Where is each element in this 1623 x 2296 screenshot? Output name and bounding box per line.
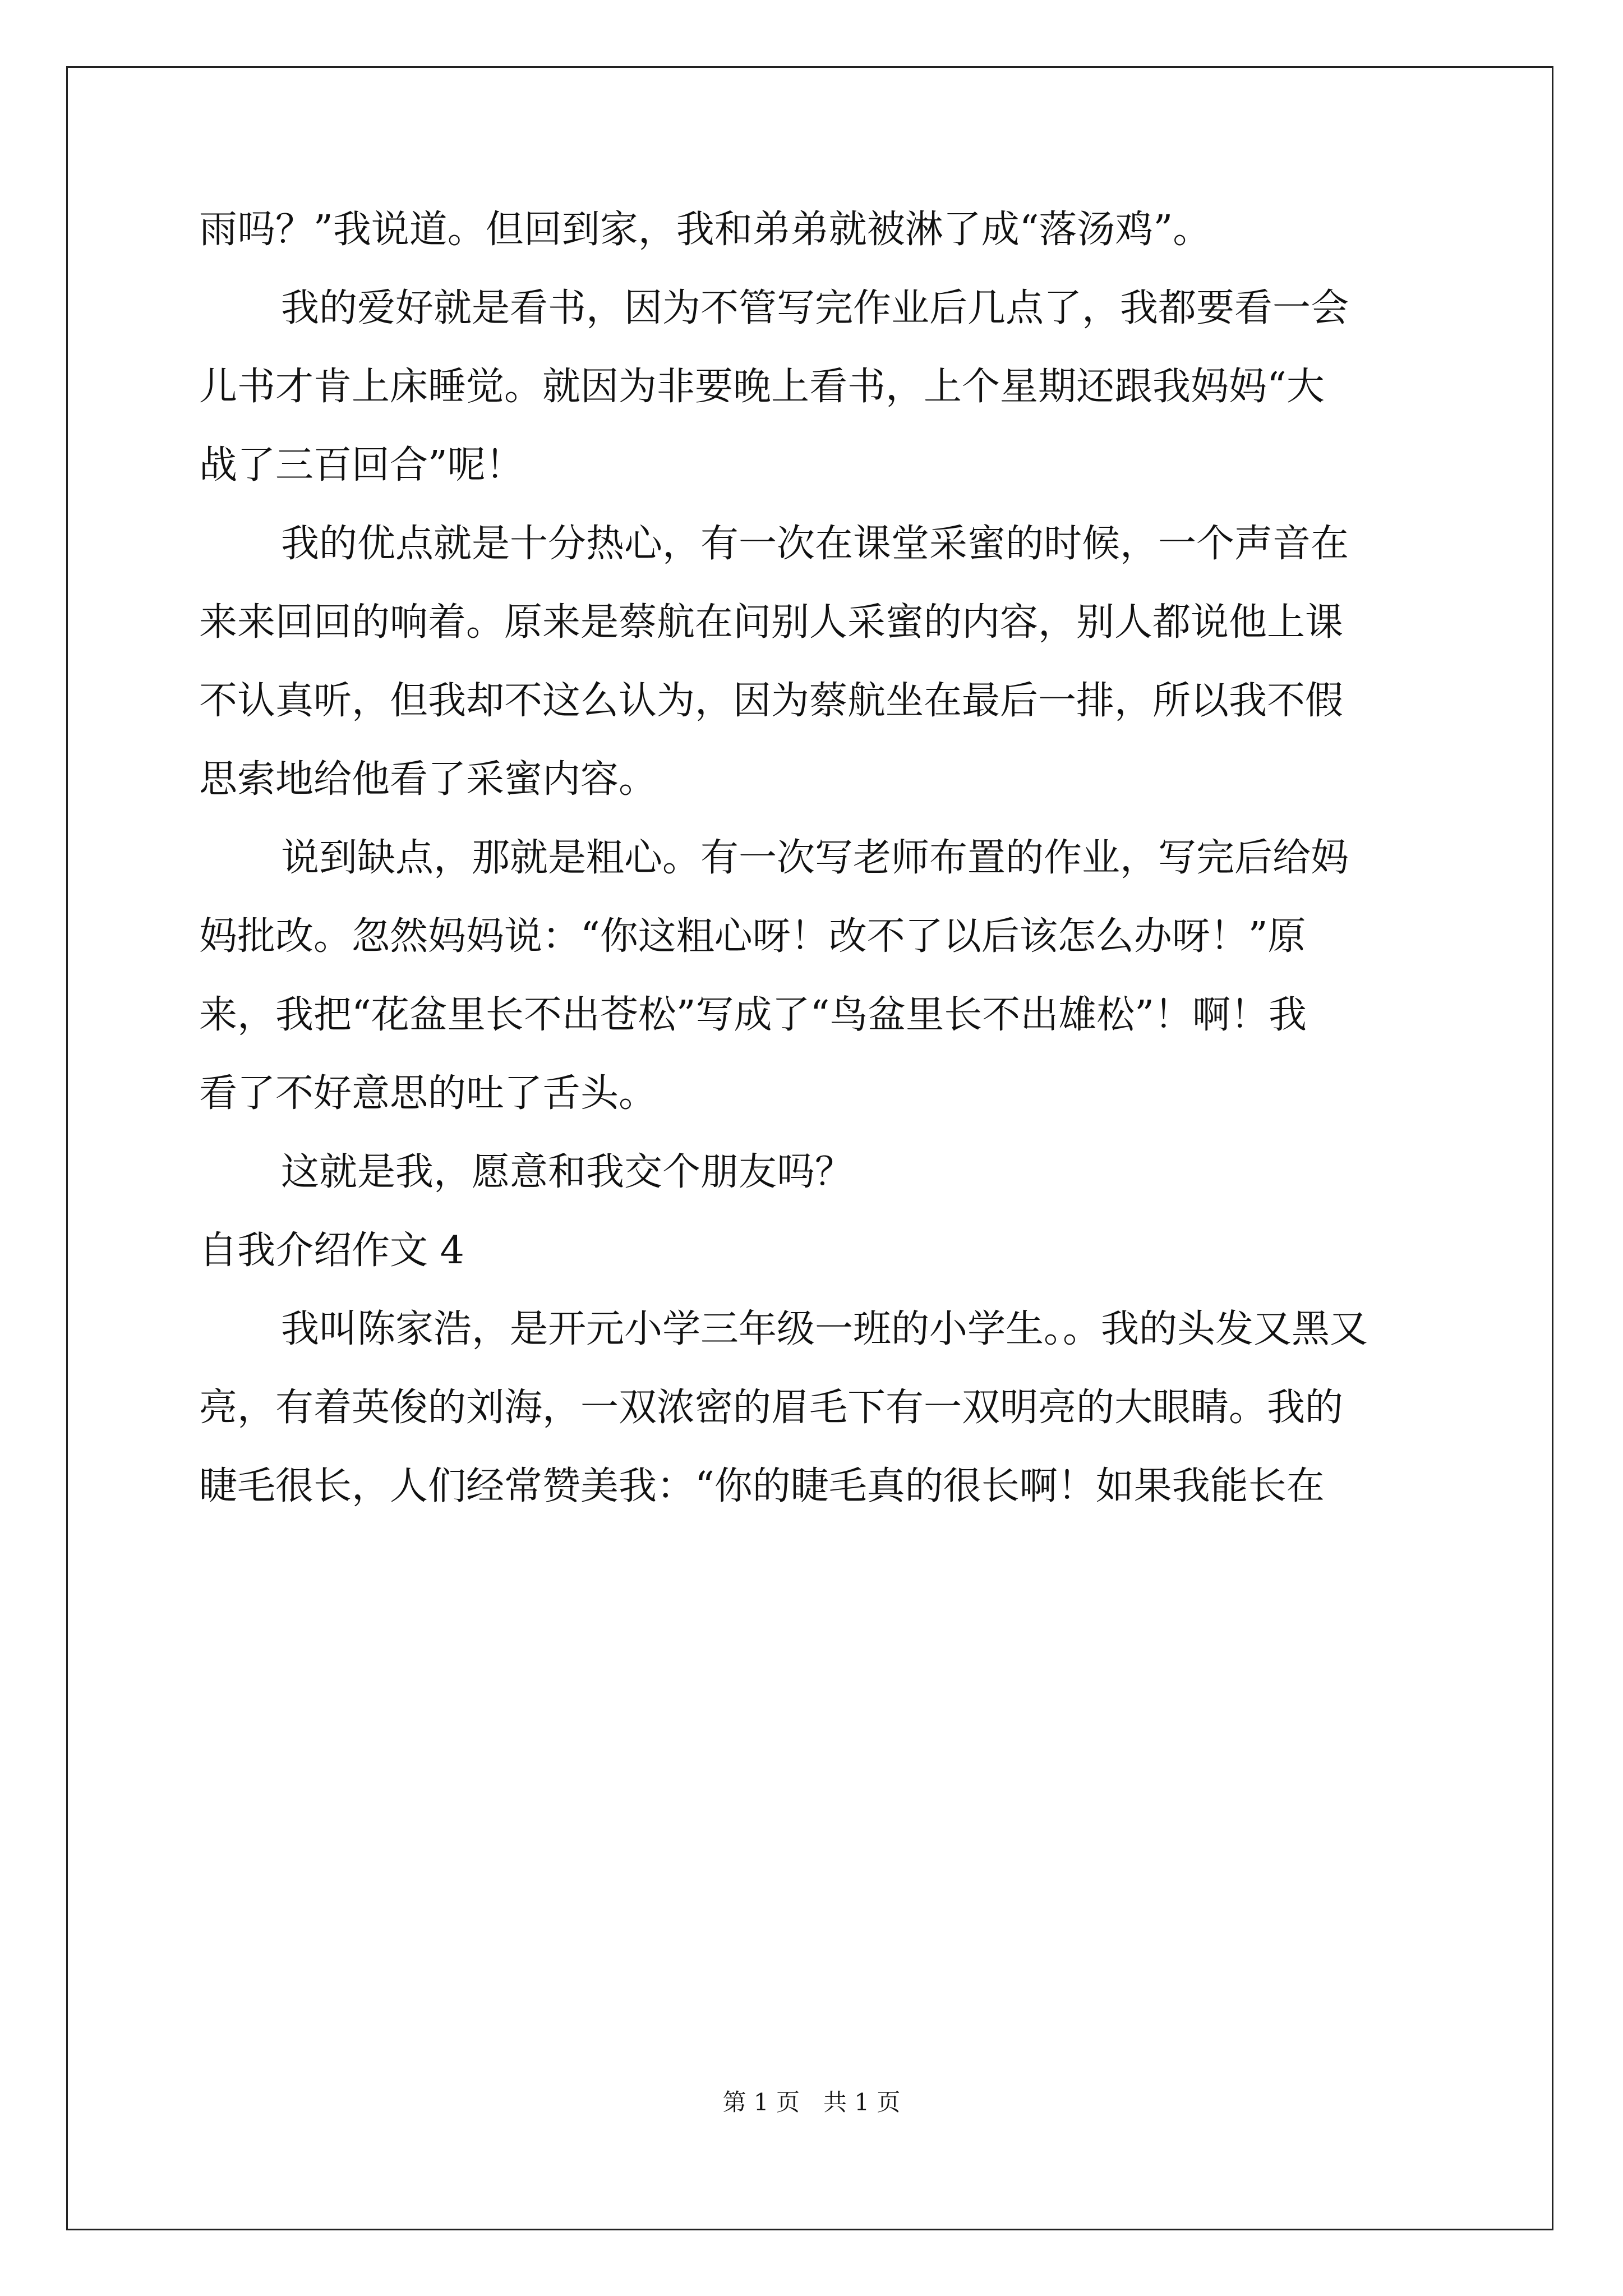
text-line-17: 睫毛很长，人们经常赞美我：“你的睫毛真的很长啊！如果我能长在 <box>199 1464 1325 1508</box>
text-line-7: 不认真听，但我却不这么认为，因为蔡航坐在最后一排，所以我不假 <box>199 679 1344 723</box>
text-line-10: 妈批改。忽然妈妈说：“你这粗心呀！改不了以后该怎么办呀！”原 <box>199 914 1306 959</box>
text-line-3: 儿书才肯上床睡觉。就因为非要晚上看书，上个星期还跟我妈妈“大 <box>199 365 1325 409</box>
text-line-5: 我的优点就是十分热心，有一次在课堂采蜜的时候，一个声音在 <box>281 522 1349 566</box>
text-line-15: 我叫陈家浩，是开元小学三年级一班的小学生。。我的头发又黑又 <box>281 1307 1368 1351</box>
text-line-12: 看了不好意思的吐了舌头。 <box>199 1071 657 1116</box>
text-line-16: 亮，有着英俊的刘海，一双浓密的眉毛下有一双明亮的大眼睛。我的 <box>199 1386 1344 1430</box>
document-body <box>199 191 1427 1526</box>
text-line-8: 思索地给他看了采蜜内容。 <box>199 757 657 802</box>
page-number-footer: 第 1 页 共 1 页 <box>722 2088 901 2116</box>
text-line-6: 来来回回的响着。原来是蔡航在问别人采蜜的内容，别人都说他上课 <box>199 600 1344 645</box>
text-line-13: 这就是我，愿意和我交个朋友吗？ <box>281 1150 854 1194</box>
text-line-11: 来，我把“花盆里长不出苍松”写成了“鸟盆里长不出雄松”！啊！我 <box>199 993 1307 1037</box>
text-line-4: 战了三百回合”呢！ <box>199 443 524 487</box>
text-line-9: 说到缺点，那就是粗心。有一次写老师布置的作业，写完后给妈 <box>281 836 1349 880</box>
section-heading: 自我介绍作文 4 <box>199 1228 464 1273</box>
text-line-2: 我的爱好就是看书，因为不管写完作业后几点了，我都要看一会 <box>281 286 1349 330</box>
text-line-1: 雨吗？”我说道。但回到家，我和弟弟就被淋了成“落汤鸡”。 <box>199 208 1211 252</box>
